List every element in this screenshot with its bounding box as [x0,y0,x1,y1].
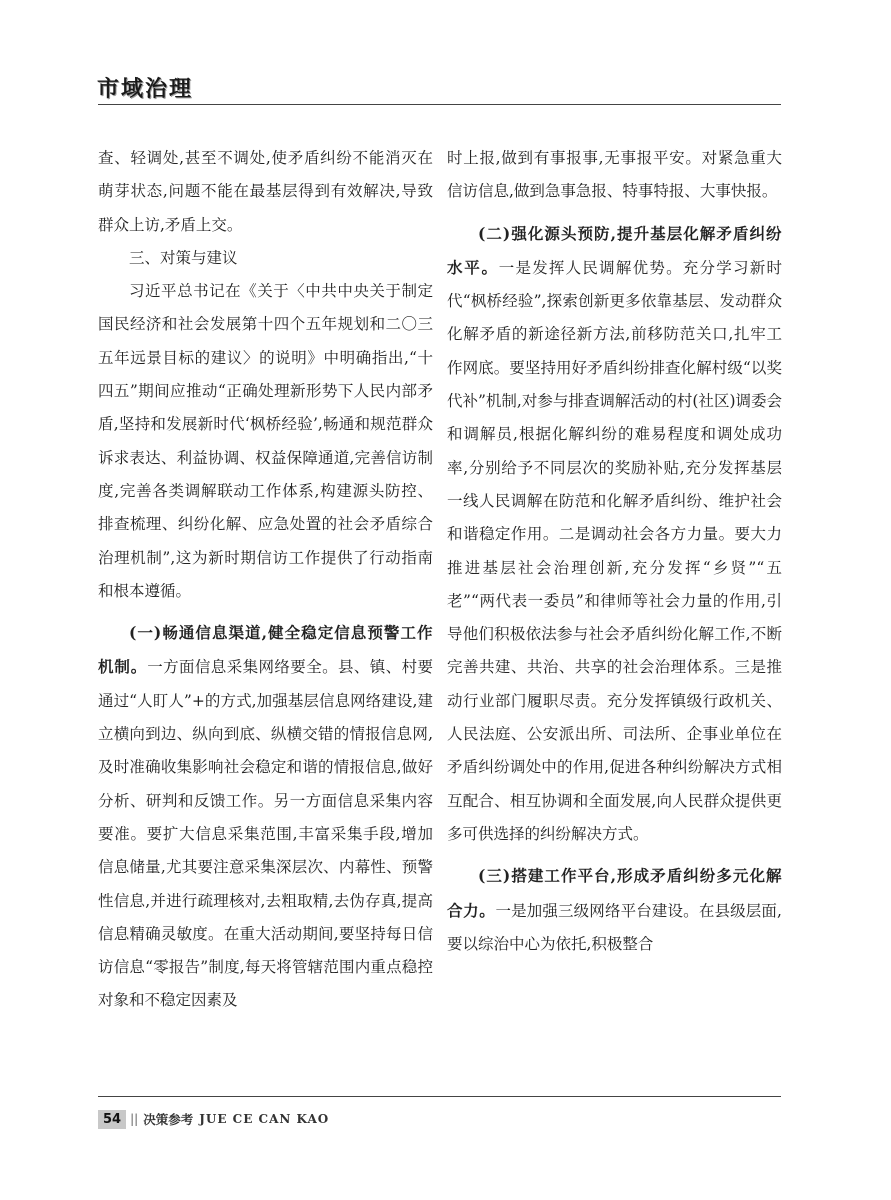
subsection-1-text: 一方面信息采集网络要全。县、镇、村要通过“人盯人”+的方式,加强基层信息网络建设,建立横向到边、纵向到底、纵横交错的情报信息网,及时准确收集影响社会稳定和谐的情报信息,做好分析、研判和反馈工作。另一方面信息采集内容要准。要扩大信息采集范围,丰富采集手段,增加信息储量,尤其要注意采集深层次、内幕性、预警性信息,并进行疏理核对,去粗取精,去伪存真,提高信息精确灵敏度。在重大活动期间,要坚持每日信访信息“零报告”制度,每天将管辖范围内重点稳控对象和不稳定因素及 [98,658,433,1010]
paragraph-continued-right: 时上报,做到有事报事,无事报平安。对紧急重大信访信息,做到急事急报、特事特报、大事快报。 [447,149,782,201]
subsection-2 [447,217,782,852]
subsection-1 [98,616,433,1018]
footer-separator: || [130,1112,139,1126]
section-heading: 三、对策与建议 [129,248,238,267]
journal-pinyin: JUE CE CAN KAO [199,1112,330,1126]
subsection-2-text: 一是发挥人民调解优势。充分学习新时代“枫桥经验”,探索创新更多依靠基层、发动群众化解矛盾的新途径新方法,前移防范关口,扎牢工作网底。要坚持用好矛盾纠纷排查化解村级“以奖代补”机制,对参与排查调解活动的村(社区)调委会和调解员,根据化解纠纷的难易程度和调处成功率,分别给予不同层次的奖励补贴,充分发挥基层一线人民调解在防范和化解矛盾纠纷、维护社会和谐稳定作用。二是调动社会各方力量。要大力推进基层社会治理创新,充分发挥“乡贤”“五老”“两代表一委员”和律师等社会力量的作用,引导他们积极依法参与社会矛盾纠纷化解工作,不断完善共建、共治、共享的社会治理体系。三是推动行业部门履职尽责。充分发挥镇级行政机关、人民法庭、公安派出所、司法所、企事业单位在矛盾纠纷调处中的作用,促进各种纠纷解决方式相互配合、相互协调和全面发展,向人民群众提供更多可供选择的纠纷解决方式。 [447,258,782,843]
subsection-1-title: (一)畅通信息渠道,健全稳定信息预警工作机制。 [98,623,433,677]
journal-name: 决策参考 [143,1112,194,1127]
left-column [98,142,433,1018]
header-divider [98,104,781,105]
subsection-3 [447,859,782,961]
paragraph-continued: 查、轻调处,甚至不调处,使矛盾纠纷不能消灭在萌芽状态,问题不能在最基层得到有效解决,导致群众上访,矛盾上交。 [98,149,433,234]
subsection-3-title: (三)搭建工作平台,形成矛盾纠纷多元化解合力。 [447,866,782,920]
right-column [447,142,782,961]
section-title: 市域治理 [97,77,194,102]
subsection-2-title: (二)强化源头预防,提升基层化解矛盾纠纷水平。 [447,223,782,277]
paragraph-xi-quote: 习近平总书记在《关于〈中共中央关于制定国民经济和社会发展第十四个五年规划和二〇三五年远景目标的建议〉的说明》中明确指出,“十四五”期间应推动“正确处理新形势下人民内部矛盾,坚持和发展新时代‘枫桥经验’,畅通和规范群众诉求表达、利益协调、权益保障通道,完善信访制度,完善各类调解联动工作体系,构建源头防控、排查梳理、纠纷化解、应急处置的社会矛盾综合治理机制”,这为新时期信访工作提供了行动指南和根本遵循。 [98,282,433,600]
page-number: 54 [98,1110,126,1129]
subsection-3-text: 一是加强三级网络平台建设。在县级层面,要以综治中心为依托,积极整合 [447,901,782,953]
footer-divider [98,1096,781,1097]
page-footer [98,1108,329,1130]
